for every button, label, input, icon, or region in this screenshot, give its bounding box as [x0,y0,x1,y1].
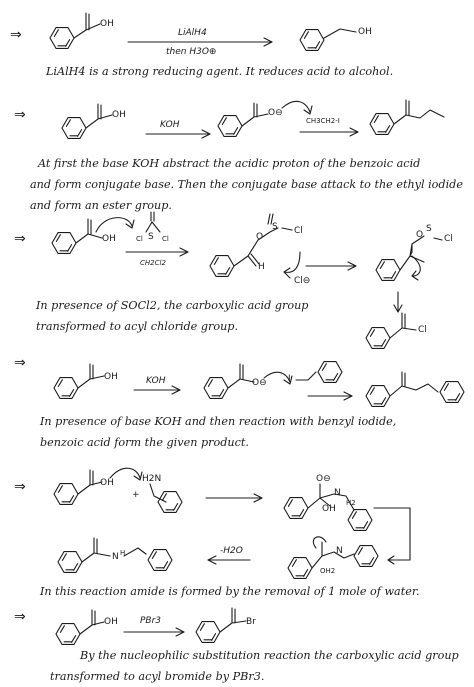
r1-reagent-top: LiAlH4 [178,28,207,38]
r4-caption-line-1: In presence of base KOH and then reaction with benzyl iodide, [40,415,397,428]
r1-start-oh: OH [100,19,114,29]
r4-reagent-top: KOH [146,376,166,386]
r2-caption-line-3: and form an ester group. [30,199,172,212]
reaction-6-scheme [56,608,246,644]
bullet-1: ⇒ [10,27,22,43]
bullet-3: ⇒ [14,231,26,247]
r2-start-oh: OH [112,110,126,120]
bullet-4: ⇒ [14,355,26,371]
r2-reagent-top: KOH [160,120,180,130]
r3-caption-line-2: transformed to acyl chloride group. [36,320,239,333]
bullet-6: ⇒ [14,609,26,625]
r5-start-oh: OH [100,478,114,488]
r3-inter-h: H [258,262,265,272]
r5-dehydration-reagent: -H2O [220,546,243,556]
r2-caption-line-1: At first the base KOH abstract the acidic proton of the benzoic acid [38,157,421,170]
r3-sulfur: S [148,232,154,242]
r2-ethyl-iodide: CH3CH2-I [306,117,340,125]
r4-iodine: I [288,374,291,384]
r3-start-oh: OH [102,234,116,244]
r3-inter-o: O [256,232,264,242]
r5-amide-n: N [112,552,119,562]
r6-start-oh: OH [104,617,118,627]
r5-caption-line-1: In this reaction amide is formed by the removal of 1 mole of water. [40,585,420,598]
r3-chloride-ion: Cl⊖ [294,276,311,286]
r5-tet-n: N [334,488,341,498]
r6-product-br: Br [246,617,256,627]
r3-inter-s: S [272,222,278,232]
r6-caption-line-1: By the nucleophilic substitution reaction the carboxylic acid group [80,649,459,662]
r5-tet-h2: H2 [346,499,356,507]
r3-caption-line-1: In presence of SOCl2, the carboxylic acid group [36,299,309,312]
r5-amide-h: H [120,549,126,557]
r3-cl-1: Cl [136,235,143,243]
r5-dehyd-oh2: OH2 [320,567,336,575]
r4-caption-line-2: benzoic acid form the given product. [40,436,249,449]
r3-cl-2: Cl [162,235,169,243]
r3-third-o: O [416,230,424,240]
r6-caption-line-2: transformed to acyl bromide by PBr3. [50,670,265,683]
r6-reagent-top: PBr3 [140,616,162,626]
r5-tet-o: O⊖ [316,474,331,484]
r1-product-oh: OH [358,27,372,37]
r5-plus: + [132,490,140,500]
r3-reagent-bottom: CH2Cl2 [140,259,166,267]
r4-anion: O⊖ [252,378,267,388]
bullet-2: ⇒ [14,107,26,123]
r1-reagent-bottom: then H3O⊕ [166,47,217,57]
r3-third-s: S [426,224,432,234]
r5-dehyd-n: N [336,546,343,556]
r3-third-cl: Cl [444,234,453,244]
r4-start-oh: OH [104,372,118,382]
r2-anion: O⊖ [268,108,283,118]
r5-tet-oh: OH [322,504,336,514]
r2-caption-line-2: and form conjugate base. Then the conjugate base attack to the ethyl iodide [30,178,463,191]
r1-caption-line-1: LiAlH4 is a strong reducing agent. It reduces acid to alcohol. [46,65,394,78]
bullet-5: ⇒ [14,479,26,495]
r3-product-cl: Cl [418,325,427,335]
r3-inter-cl: Cl [294,226,303,236]
r5-amine: H2N [142,474,162,484]
